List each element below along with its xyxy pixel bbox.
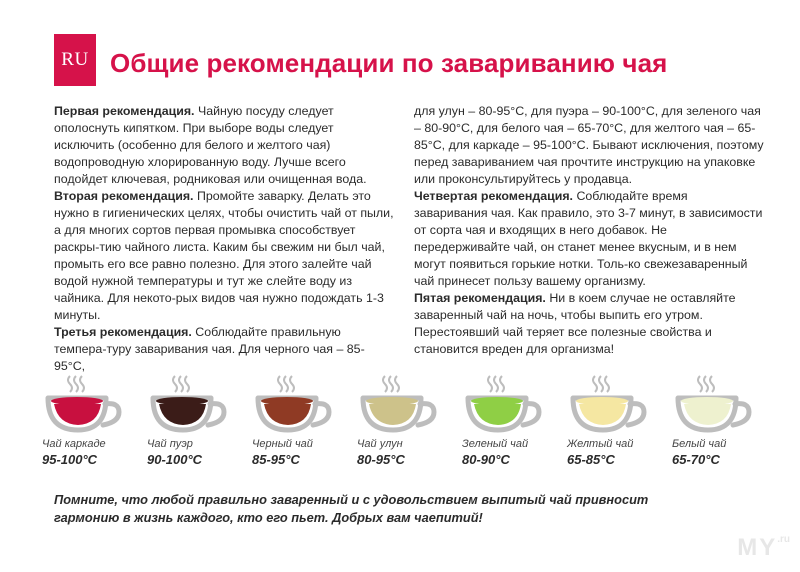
tea-cup-icon — [145, 372, 245, 436]
brewing-temperature: 80-95°C — [357, 452, 405, 467]
recommendation-heading: Пятая рекомендация. — [414, 291, 546, 305]
tea-cup-item — [565, 372, 665, 467]
tea-type-label: Белый чай — [672, 438, 727, 450]
brewing-temperature: 95-100°C — [42, 452, 98, 467]
watermark-suffix: .ru — [777, 534, 790, 545]
recommendation-text: Соблюдайте время заваривания чая. Как правило, это 3-7 минут, в зависимости от сорта чая и входящих в него добавок. Не передерживайте чай, он станет менее вкусным, и в нем могут появиться горькие нотки. Толь-ко свежезаваренный чай принесет пользу вашему организму. — [414, 189, 763, 288]
tea-cup-item — [670, 372, 770, 467]
brewing-temperature: 65-70°C — [672, 452, 720, 467]
tea-cups-row — [40, 372, 770, 472]
tea-type-label: Чай улун — [357, 438, 403, 450]
recommendation-3-continued — [414, 103, 764, 188]
recommendation-5 — [414, 290, 764, 358]
tea-cup-item — [40, 372, 140, 467]
recommendation-heading: Первая рекомендация. — [54, 104, 195, 118]
tea-cup-icon — [670, 372, 770, 436]
recommendations-right-column — [414, 103, 764, 358]
tea-cup-item — [355, 372, 455, 467]
tea-liquid — [156, 397, 208, 405]
recommendations-left-column — [54, 103, 394, 375]
recommendation-heading: Четвертая рекомендация. — [414, 189, 573, 203]
recommendation-1 — [54, 103, 394, 188]
tea-cup-icon — [565, 372, 665, 436]
recommendation-text: Соблюдайте правильную темпера-туру заваривания чая. Для черного чая – 85-95°C, — [54, 325, 365, 373]
tea-liquid — [681, 397, 733, 405]
recommendation-3 — [54, 324, 394, 375]
recommendation-text: Промойте заварку. Делать это нужно в гигиенических целях, чтобы очистить чай от пыли, а для многих сортов первая промывка способствует раскры-тию чайного листа. Каким бы свежим ни был чай, промыть его все равно полезно. Для этого залейте чай водой нужной температуры и тут же слейте воду из чайника. Для некото-рых видов чая нужно подождать 1-3 минуты. — [54, 189, 394, 322]
tea-cup-item — [250, 372, 350, 467]
site-watermark — [670, 534, 790, 568]
closing-note: Помните, что любой правильно заваренный и с удовольствием выпитый чай привносит гармонию в жизнь каждого, кто его пьет. Добрых вам чаепитий! — [54, 492, 649, 525]
tea-cup-icon — [40, 372, 140, 436]
brewing-temperature: 80-90°C — [462, 452, 510, 467]
brewing-temperature: 90-100°C — [147, 452, 203, 467]
brewing-temperature: 85-95°C — [252, 452, 300, 467]
tea-type-label: Желтый чай — [567, 438, 634, 450]
recommendation-text: Чайную посуду следует ополоснуть кипятком. При выборе воды следует исключить (особенно для белого и желтого чая) водопроводную хлорированную воду. Лучше всего подойдет ключевая, родниковая или очищенная вода. — [54, 104, 367, 186]
tea-cup-icon — [355, 372, 455, 436]
tea-type-label: Чай пуэр — [147, 438, 193, 450]
tea-cup-icon — [250, 372, 350, 436]
tea-type-label: Чай каркаде — [42, 438, 106, 450]
page-title: Общие рекомендации по завариванию чая — [110, 48, 668, 78]
tea-cup-item — [460, 372, 560, 467]
tea-cup-icon — [460, 372, 560, 436]
tea-liquid — [51, 397, 103, 405]
tea-liquid — [576, 397, 628, 405]
tea-cup-item — [145, 372, 245, 467]
recommendation-text: Ни в коем случае не оставляйте заваренный чай на ночь, чтобы выпить его утром. Перестоявший чай теряет все полезные свойства и становится вреден для организма! — [414, 291, 736, 356]
watermark-text: MY — [737, 534, 778, 561]
tea-liquid — [261, 397, 313, 405]
ru-badge: RU — [54, 34, 96, 86]
tea-liquid — [471, 397, 523, 405]
brewing-temperature: 65-85°C — [567, 452, 615, 467]
recommendation-text: для улун – 80-95°C, для пуэра – 90-100°C, для зеленого чая – 80-90°C, для белого чая – 65-70°C, для желтого чая – 65-85°C, для каркаде – 95-100°C. Бывают исключения, поэтому перед завариванием чая прочтите инструкцию на упаковке или проконсультируйтесь у продавца. — [414, 104, 764, 186]
tea-type-label: Черный чай — [252, 438, 313, 450]
recommendation-4 — [414, 188, 764, 290]
recommendation-heading: Вторая рекомендация. — [54, 189, 194, 203]
tea-type-label: Зеленый чай — [462, 438, 529, 450]
recommendation-2 — [54, 188, 394, 324]
recommendation-heading: Третья рекомендация. — [54, 325, 192, 339]
tea-liquid — [366, 397, 418, 405]
